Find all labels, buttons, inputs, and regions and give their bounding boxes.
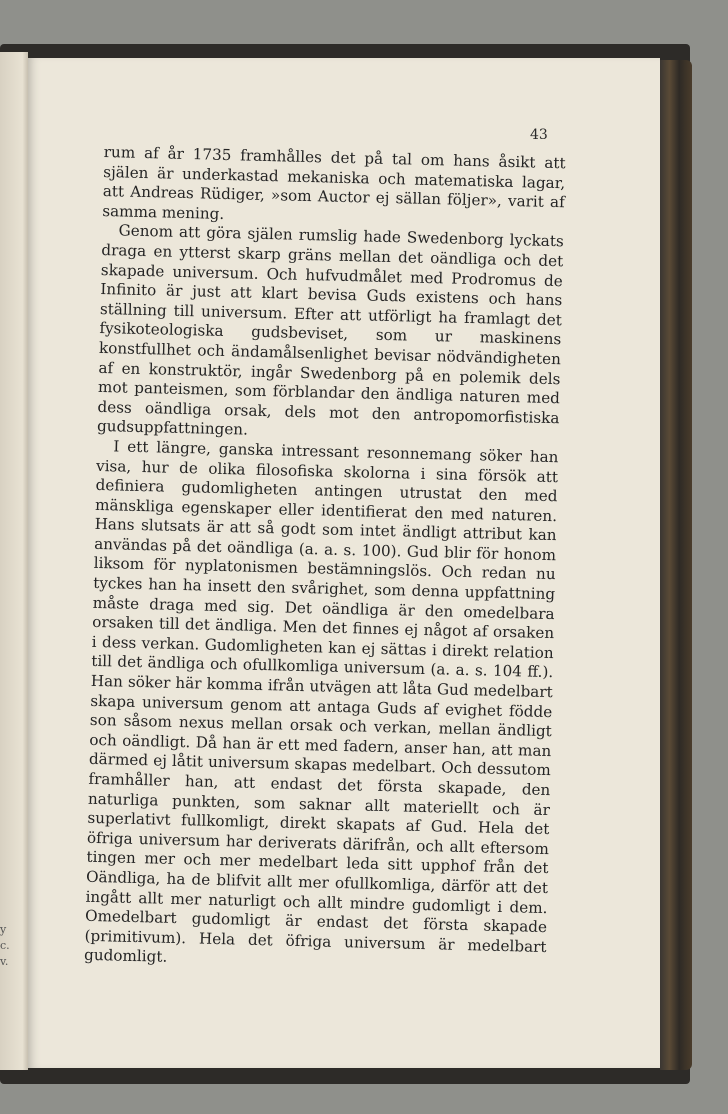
page-text (84, 143, 566, 977)
facing-page-edge (0, 52, 28, 1070)
paragraph: Genom att göra själen rumslig hade Swedenborg lyckats draga en ytterst skarp gräns mellan det oändliga och det skapade universum. Och hufvudmålet med Prodromus de Infinito är just att klart bevisa Guds existens och hans ställning till universum. Efter att utförligt ha framlagt det fysikoteologiska gudsbeviset, som ur maskinens konstfullhet och ändamålsenlighet bevisar nödvändigheten af en konstruktör, ingår Swedenborg på en polemik dels mot panteismen, som förblandar den ändliga naturen med dess oändliga orsak, dels mot den antropomorfistiska gudsuppfattningen. (96, 221, 564, 439)
margin-mark: y (0, 923, 7, 936)
facing-page-margin-marks (0, 922, 12, 970)
paragraph: rum af år 1735 framhålles det på tal om hans åsikt att själen är underkastad mekaniska och matematiska lagar, att Andreas Rüdiger, »som Auctor ej sällan följer», varit af samma mening. (102, 143, 566, 223)
paragraph: I ett längre, ganska intressant resonnemang söker han visa, hur de olika filosofiska skolorna i sina försök att definiera gudomligheten antingen utrustat den med mänskliga egenskaper eller identifierat den med naturen. Hans slutsats är att så godt som intet ändligt attribut kan användas på det oändliga (a. a. s. 100). Gud blir för honom liksom för nyplatonismen bestämningslös. Och redan nu tyckes han ha insett den svårighet, som denna uppfattning måste draga med sig. Det oändliga är den omedelbara orsaken till det ändliga. Men det finnes ej något af orsaken i dess verkan. Gudomligheten kan ej sättas i direkt relation till det ändliga och ofullkomliga universum (a. a. s. 104 ff.). Han söker här komma ifrån utvägen att låta Gud medelbart skapa universum genom att antaga Guds af evighet födde son såsom nexus mellan orsak och verkan, mellan ändligt och oändligt. Då han är ett med fadern, anser han, att man därmed ej låtit universum skapas medelbart. Och dessutom framhåller han, att endast det första skapade, den naturliga punkten, som saknar allt materiellt och är superlativt fullkomligt, direkt skapats af Gud. Hela det öfriga universum har deriverats därifrån, och allt eftersom tingen mer och mer medelbart leda sitt upphof från det Oändliga, ha de blifvit allt mer ofullkomliga, därför att det ingått allt mer naturligt och allt mindre gudomligt i dem. Omedelbart gudomligt är endast det första skapade (primitivum). Hela det öfriga universum är medelbart gudomligt. (83, 437, 559, 967)
margin-mark: c. (0, 939, 10, 952)
book-cover-edge (660, 60, 692, 1070)
margin-mark: v. (0, 955, 9, 968)
page-number: 43 (530, 127, 548, 143)
